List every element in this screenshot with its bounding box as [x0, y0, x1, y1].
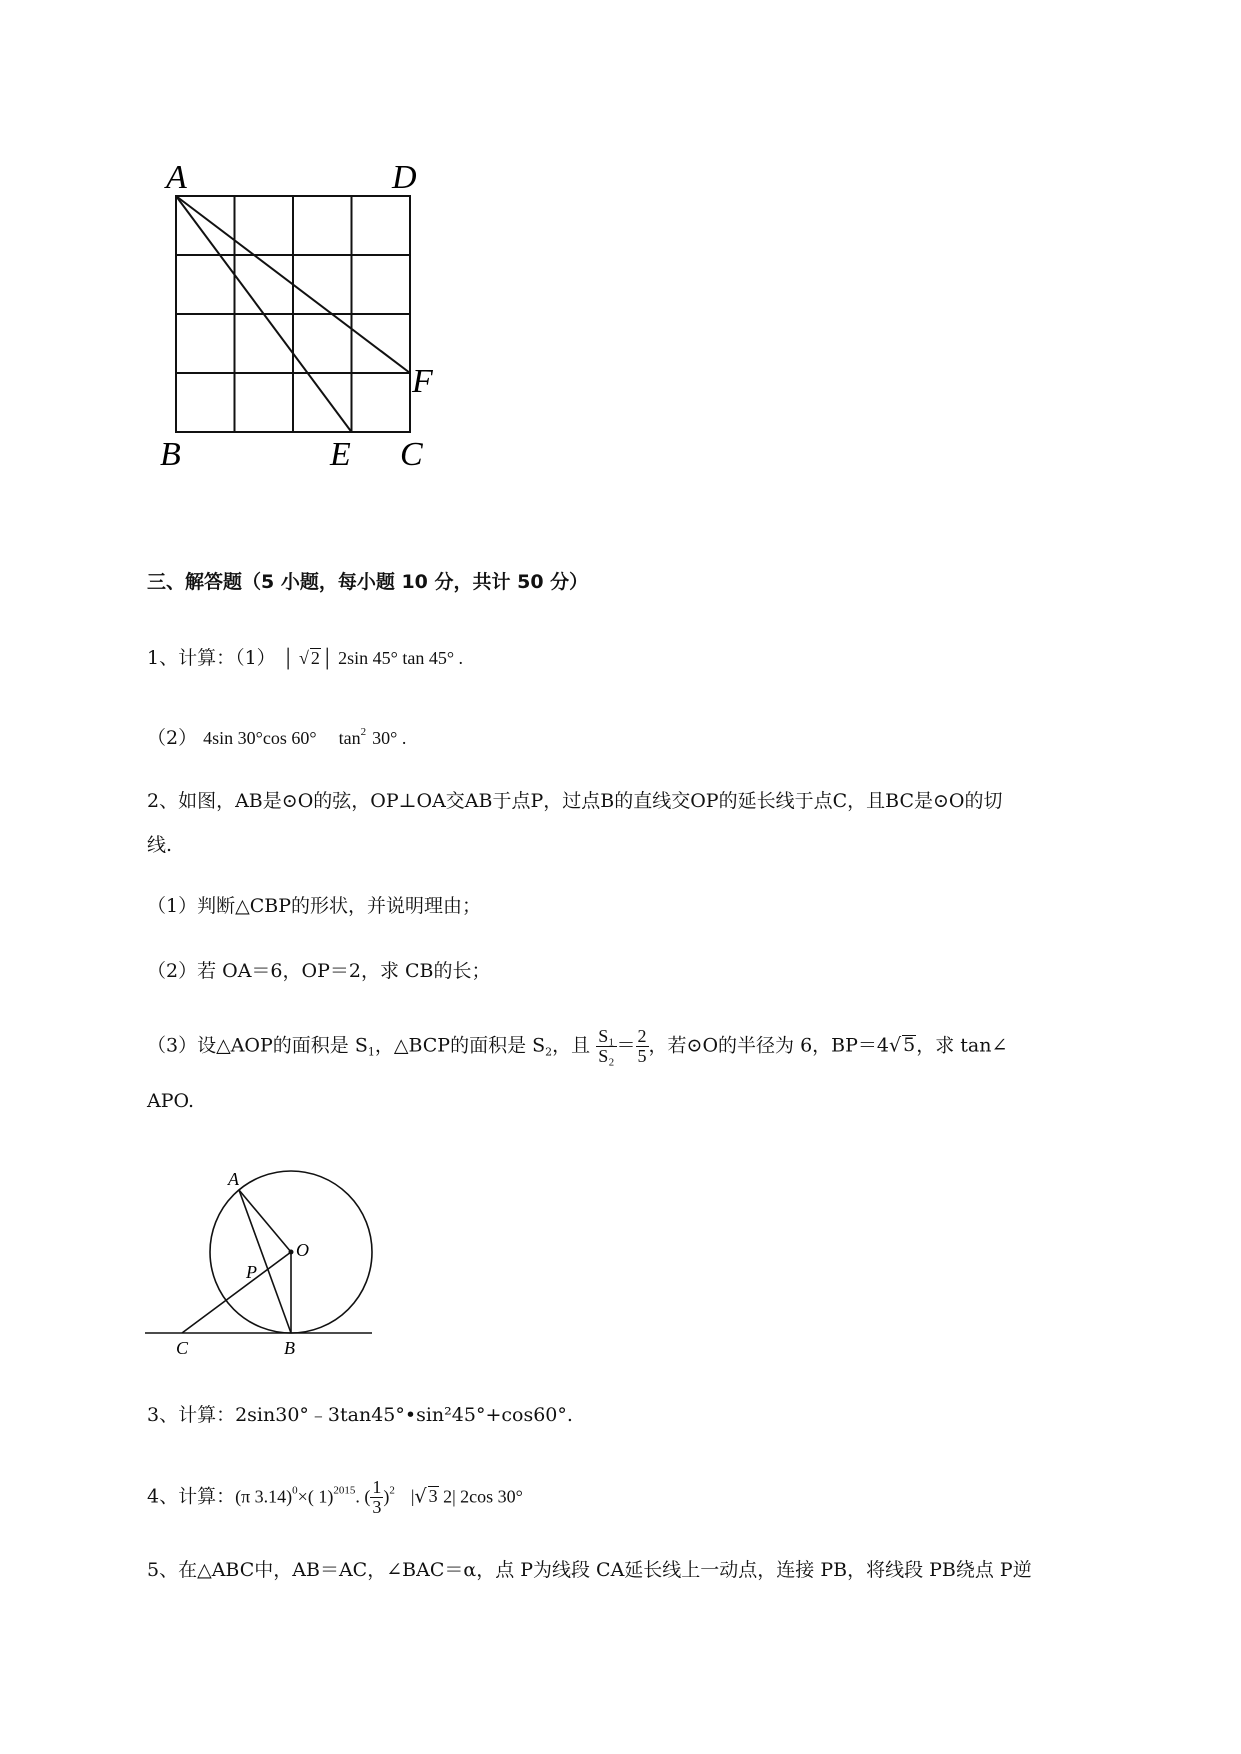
- label-a: A: [166, 160, 187, 196]
- q2-sub3-c: ，且: [552, 1034, 591, 1057]
- q4-sup-neg: 2: [389, 1484, 395, 1497]
- q2-sub3-s2: 2: [545, 1045, 553, 1059]
- q1-prefix: 1、计算：（1）: [147, 647, 276, 669]
- question-4: 4、计算：(π 3.14)$^0$×( 1)$^{2015}$. ( $\frac{1}{3}$ )$^2$ |√ 3 2| 2cos 30°: [147, 1477, 523, 1517]
- label-b2: B: [284, 1338, 295, 1358]
- q1-part2-a: 4sin 30°cos 60°: [203, 728, 317, 748]
- question-5: 5、在△ABC中，AB＝AC，∠BAC＝α，点 P为线段 CA延长线上一动点，连接 PB，将线段 PB绕点 P逆: [147, 1559, 1032, 1581]
- q2-sub3-a: （3）设△AOP的面积是 S: [147, 1034, 368, 1057]
- q1-part2-prefix: （2）: [147, 727, 198, 749]
- q4-f: 2| 2cos 30°: [438, 1486, 523, 1507]
- question-2-line-1: 2、如图，AB是⊙O的弦，OP⊥OA交AB于点P，过点B的直线交OP的延长线于点C，且BC是⊙O的切: [147, 790, 1003, 812]
- q4-c: . (: [355, 1486, 371, 1507]
- segment-cp: [182, 1252, 291, 1333]
- q4-sqrt3: 3: [428, 1486, 438, 1507]
- q1-abs: │ √ 2│: [281, 648, 339, 668]
- q1-part2-b: tan: [338, 728, 361, 748]
- question-3: 3、计算：2sin30°﹣3tan45°•sin²45°+cos60°.: [147, 1404, 573, 1426]
- segment-ao: [239, 1190, 291, 1252]
- label-d: D: [392, 160, 417, 196]
- q2-sqrt5: 5: [903, 1034, 916, 1057]
- label-p: P: [246, 1262, 257, 1282]
- question-1-part-2: [147, 727, 406, 748]
- fraction-s1-s2: $\frac{\text{S₁}}{\text{S₂}}$: [598, 1026, 615, 1066]
- section-heading: 三、解答题（5 小题，每小题 10 分，共计 50 分）: [147, 571, 589, 593]
- q4-b: ×( 1): [297, 1486, 334, 1507]
- label-a2: A: [228, 1169, 239, 1189]
- q4-d: ): [383, 1486, 390, 1507]
- question-2-line-2: 线.: [147, 834, 173, 856]
- q1-part2-c: 30° .: [372, 728, 407, 748]
- q1-part1: 2sin 45° tan 45° .: [338, 648, 464, 668]
- q4-sup0: 0: [292, 1484, 298, 1497]
- q2-sub3-d: ，若⊙O的半径为 6，BP＝4: [648, 1034, 889, 1057]
- q4-prefix: 4、计算：: [147, 1485, 236, 1508]
- q2-sub3-b: ，△BCP的面积是 S: [374, 1034, 546, 1057]
- grid-figure: [150, 160, 470, 530]
- label-b: B: [160, 436, 181, 473]
- question-2-sub-1: （1）判断△CBP的形状，并说明理由；: [147, 895, 481, 917]
- question-2-sub-3: （3）设△AOP的面积是 $S_1$，△BCP的面积是 $S_2$，且 $\frac{\text{S₁}}{\text{S₂}}$ ＝ $\frac{2}{5}$ ，若⊙O的半径为 6，BP＝4√ 5，求 tan∠: [147, 1026, 1008, 1066]
- label-c2: C: [176, 1338, 189, 1358]
- question-2-sub-3-line-2: APO.: [147, 1090, 195, 1112]
- q1-part2-sup: 2: [360, 726, 367, 738]
- label-f: F: [412, 363, 433, 400]
- q2-sub3-s1: 1: [367, 1045, 375, 1059]
- fraction-2-5: $\frac{2}{5}$: [637, 1026, 647, 1066]
- q4-e: |: [410, 1486, 415, 1507]
- q2-sub3-e: ，求 tan∠: [916, 1034, 1008, 1057]
- question-1: [147, 648, 463, 668]
- question-2-sub-2: （2）若 OA＝6，OP＝2，求 CB的长；: [147, 960, 491, 982]
- label-e: E: [330, 436, 351, 473]
- q4-a: (π 3.14): [235, 1486, 293, 1507]
- label-o: O: [296, 1240, 309, 1260]
- q4-sup2015: 2015: [333, 1484, 356, 1497]
- label-c: C: [400, 436, 423, 473]
- circle-figure: [140, 1160, 390, 1360]
- fraction-1-3: $\frac{1}{3}$: [372, 1477, 382, 1517]
